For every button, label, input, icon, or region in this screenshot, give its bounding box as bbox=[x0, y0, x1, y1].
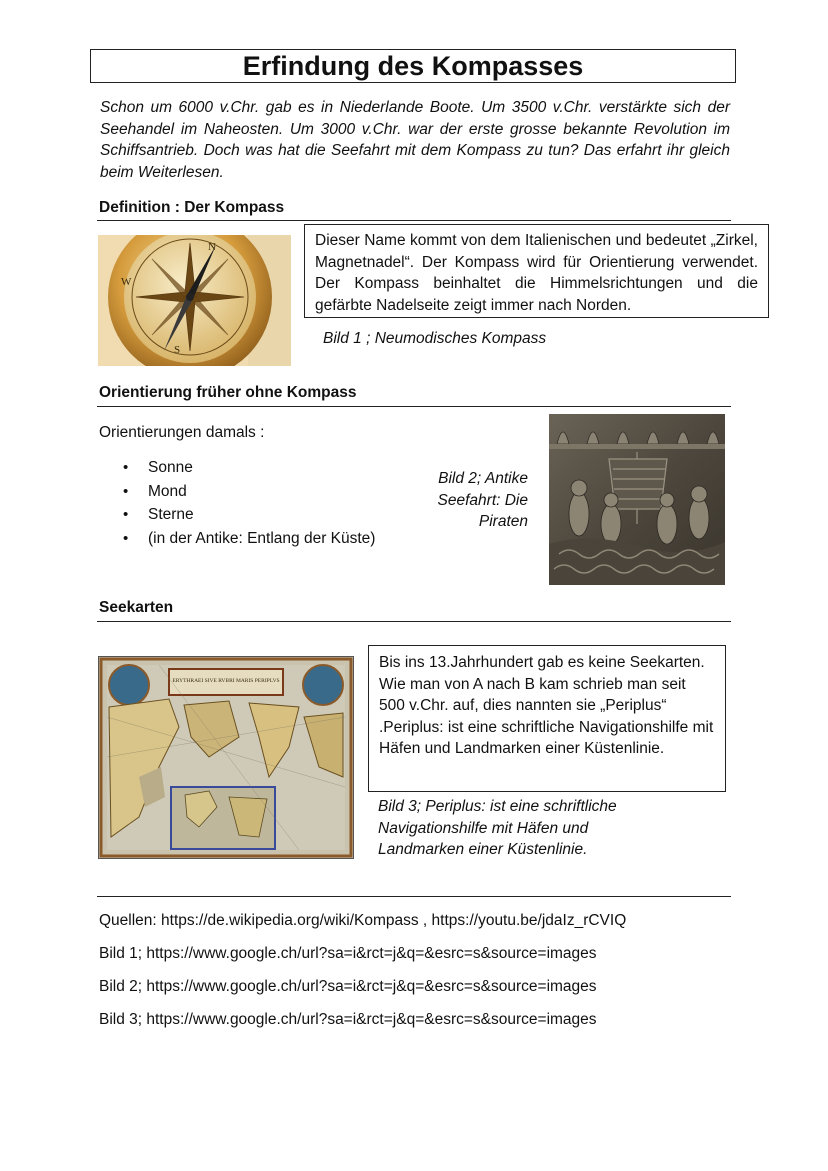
image2-caption-line: Bild 2; Antike bbox=[438, 470, 528, 487]
map-image bbox=[98, 656, 354, 859]
compass-image bbox=[98, 235, 291, 366]
sources-line: Quellen: https://de.wikipedia.org/wiki/Kompass , https://youtu.be/jdaIz_rCVIQ bbox=[99, 912, 627, 929]
intro-paragraph: Schon um 6000 v.Chr. gab es in Niederlande Boote. Um 3500 v.Chr. verstärkte sich der Seehandel im Naheosten. Um 3000 v.Chr. war der erste grosse bekannte Revolution im Schiffsantrieb. Doch was hat die Seefahrt mit dem Kompass zu tun? Das erfahrt ihr gleich beim Weiterlesen. bbox=[100, 99, 730, 181]
sources-rule bbox=[97, 896, 731, 897]
image3-caption: Bild 3; Periplus: ist eine schriftliche Navigationshilfe mit Häfen und Landmarken einer Küstenlinie. bbox=[378, 798, 617, 858]
orientation-rule bbox=[97, 406, 731, 407]
list-item: • Sterne bbox=[100, 503, 420, 527]
sources-line: Bild 3; https://www.google.ch/url?sa=i&rct=j&q=&esrc=s&source=images bbox=[99, 1011, 597, 1028]
list-item: • Sonne bbox=[100, 456, 420, 480]
charts-rule bbox=[97, 621, 731, 622]
relief-image bbox=[549, 414, 725, 585]
charts-text: Bis ins 13.Jahrhundert gab es keine Seekarten. Wie man von A nach B kam schrieb man seit 500 v.Chr. auf, dies nannten sie „Periplus“ .Periplus: ist eine schriftliche Navigationshilfe mit Häfen und Landmarken einer Küstenlinie. bbox=[379, 654, 714, 757]
definition-text: Dieser Name kommt von dem Italienischen und bedeutet „Zirkel, Magnetnadel“. Der Kompass wird für Orientierung verwendet. Der Kompass beinhaltet die Himmelsrichtungen und die gefärbte Nadelseite zeigt immer nach Norden. bbox=[315, 232, 758, 314]
page-title: Erfindung des Kompasses bbox=[90, 49, 736, 83]
sources-line: Bild 2; https://www.google.ch/url?sa=i&rct=j&q=&esrc=s&source=images bbox=[99, 978, 597, 995]
compass-letter-s: S bbox=[174, 344, 181, 356]
compass-letter-n: N bbox=[208, 241, 216, 253]
image2-caption-line: Seefahrt: Die bbox=[437, 491, 528, 509]
list-item: • (in der Antike: Entlang der Küste) bbox=[100, 527, 420, 551]
map-title: ERYTHRAEI SIVE RVBRI MARIS PERIPLVS bbox=[172, 678, 280, 684]
definition-text-box bbox=[304, 224, 769, 318]
charts-text-box bbox=[368, 645, 726, 792]
image1-caption: Bild 1 ; Neumodisches Kompass bbox=[323, 330, 547, 347]
image2-caption-line: Piraten bbox=[478, 513, 528, 530]
list-item: • Mond bbox=[100, 480, 420, 504]
definition-rule bbox=[97, 220, 731, 221]
definition-heading: Definition : Der Kompass bbox=[99, 199, 285, 216]
image2-caption bbox=[400, 468, 528, 533]
charts-heading: Seekarten bbox=[99, 599, 174, 616]
orientation-list bbox=[100, 456, 420, 550]
orientation-heading: Orientierung früher ohne Kompass bbox=[99, 384, 357, 401]
sources-line: Bild 1; https://www.google.ch/url?sa=i&rct=j&q=&esrc=s&source=images bbox=[99, 945, 597, 962]
compass-letter-w: W bbox=[121, 276, 132, 288]
orientation-lead: Orientierungen damals : bbox=[99, 424, 265, 441]
